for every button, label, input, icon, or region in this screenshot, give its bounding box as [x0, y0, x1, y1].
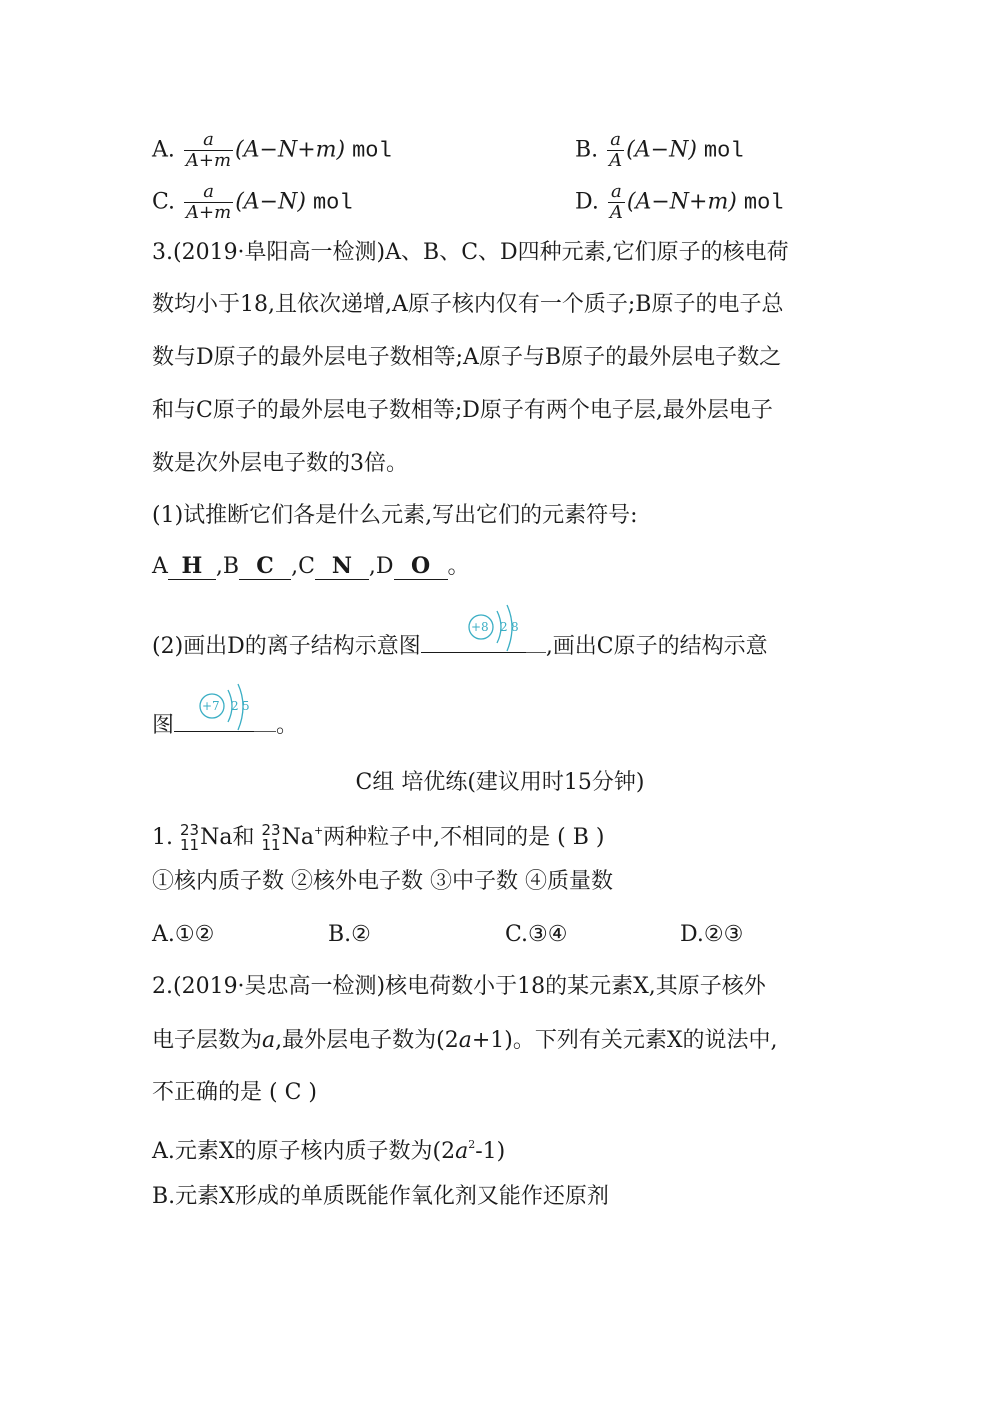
unit: mol [352, 138, 392, 164]
answer-blank-c: N [315, 553, 369, 580]
option-letter: B. [575, 137, 599, 163]
separator: 。 [447, 554, 470, 579]
answer-blank-b: C [239, 553, 291, 580]
label: A [152, 554, 168, 579]
c1-question [152, 816, 605, 853]
text: +1)。下列有关元素X的说法中, [471, 1028, 778, 1053]
period: 。 [276, 713, 299, 738]
fraction: $\frac{a}{A+m}$ [186, 181, 232, 223]
label: B [222, 554, 240, 579]
nuclide-notation: 23 11 [180, 821, 200, 854]
option-a [152, 130, 392, 171]
svg-text:8: 8 [511, 620, 519, 634]
separator: , [215, 554, 223, 579]
label: C [298, 554, 315, 579]
nuclide-notation: 23 11 [261, 821, 281, 854]
label: D [375, 554, 394, 579]
question-text: 两种粒子中,不相同的是 [323, 825, 551, 850]
option-letter: D. [575, 189, 599, 215]
expression: (A−N) [626, 137, 697, 163]
answer: ( B ) [557, 825, 605, 850]
text: -1) [475, 1139, 506, 1164]
svg-text:2: 2 [500, 620, 508, 634]
option-c [152, 182, 353, 223]
separator: , [368, 554, 376, 579]
svg-text:+8: +8 [471, 620, 489, 634]
exponent: 2 [468, 1138, 476, 1151]
separator: , [291, 554, 299, 579]
unit: mol [743, 190, 784, 216]
part2-text: (2)画出D的离子结构示意图 [152, 634, 421, 659]
q3-line-2: 数均小于18,且依次递增,A原子核内仅有一个质子;B原子的电子总 [152, 292, 784, 317]
c1-option-c: C.③④ [505, 922, 568, 947]
variable: a [458, 1028, 472, 1053]
c2-line-1: 2.(2019·吴忠高一检测)核电荷数小于18的某元素X,其原子核外 [152, 974, 766, 999]
expression: (A−N+m) [626, 189, 737, 215]
answer-blank-d: O [394, 553, 448, 580]
option-b [575, 130, 744, 171]
c2-option-a [152, 1130, 505, 1167]
atom-structure-diagram-c [196, 682, 266, 737]
option-letter: A. [152, 137, 175, 163]
part2-text: 图 [152, 713, 175, 738]
q3-line-5: 数是次外层电子数的3倍。 [152, 451, 408, 476]
variable: a [455, 1139, 469, 1164]
answer-blank-a: H [168, 553, 216, 580]
q3-part1-answers [152, 552, 470, 582]
svg-text:5: 5 [242, 699, 250, 713]
text: A.元素X的原子核内质子数为(2 [152, 1139, 456, 1164]
q3-part2-line-1 [152, 632, 768, 662]
svg-text:2: 2 [231, 699, 239, 713]
c1-option-d: D.②③ [680, 922, 744, 947]
ion-charge: + [313, 824, 324, 837]
q3-line-4: 和与C原子的最外层电子数相等;D原子有两个电子层,最外层电子 [152, 398, 773, 423]
expression: (A−N) [235, 189, 306, 215]
svg-text:+7: +7 [202, 699, 220, 713]
q3-part1-prompt: (1)试推断它们各是什么元素,写出它们的元素符号: [152, 503, 638, 528]
expression: (A−N+m) [235, 137, 346, 163]
variable: a [262, 1028, 276, 1053]
option-letter: C. [152, 189, 176, 215]
text: 电子层数为 [152, 1028, 263, 1053]
element-symbol: Na [281, 825, 314, 850]
c2-line-2 [152, 1026, 778, 1056]
c2-option-b: B.元素X形成的单质既能作氧化剂又能作还原剂 [152, 1184, 609, 1209]
option-d [575, 182, 784, 223]
part2-text: ,画出C原子的结构示意 [545, 634, 768, 659]
unit: mol [703, 138, 744, 164]
c2-line-3: 不正确的是 ( C ) [152, 1080, 317, 1105]
fraction: $\frac{a}{A+m}$ [185, 129, 232, 171]
q3-line-3: 数与D原子的最外层电子数相等;A原子与B原子的最外层电子数之 [152, 345, 782, 370]
c1-option-a: A.①② [152, 922, 215, 947]
question-number: 1. [152, 825, 173, 850]
text: ,最外层电子数为(2 [275, 1028, 459, 1053]
ion-structure-diagram-d [465, 603, 535, 658]
q3-line-1: 3.(2019·阜阳高一检测)A、B、C、D四种元素,它们原子的核电荷 [152, 240, 789, 265]
c1-option-b: B.② [328, 922, 371, 947]
element-symbol: Na [200, 825, 233, 850]
fraction: $\frac{a}{A}$ [609, 181, 623, 223]
conjunction: 和 [232, 825, 255, 850]
c1-items: ①核内质子数 ②核外电子数 ③中子数 ④质量数 [152, 869, 613, 894]
fraction: $\frac{a}{A}$ [609, 129, 623, 171]
unit: mol [312, 190, 353, 216]
section-title: C组 培优练(建议用时15分钟) [355, 770, 645, 795]
